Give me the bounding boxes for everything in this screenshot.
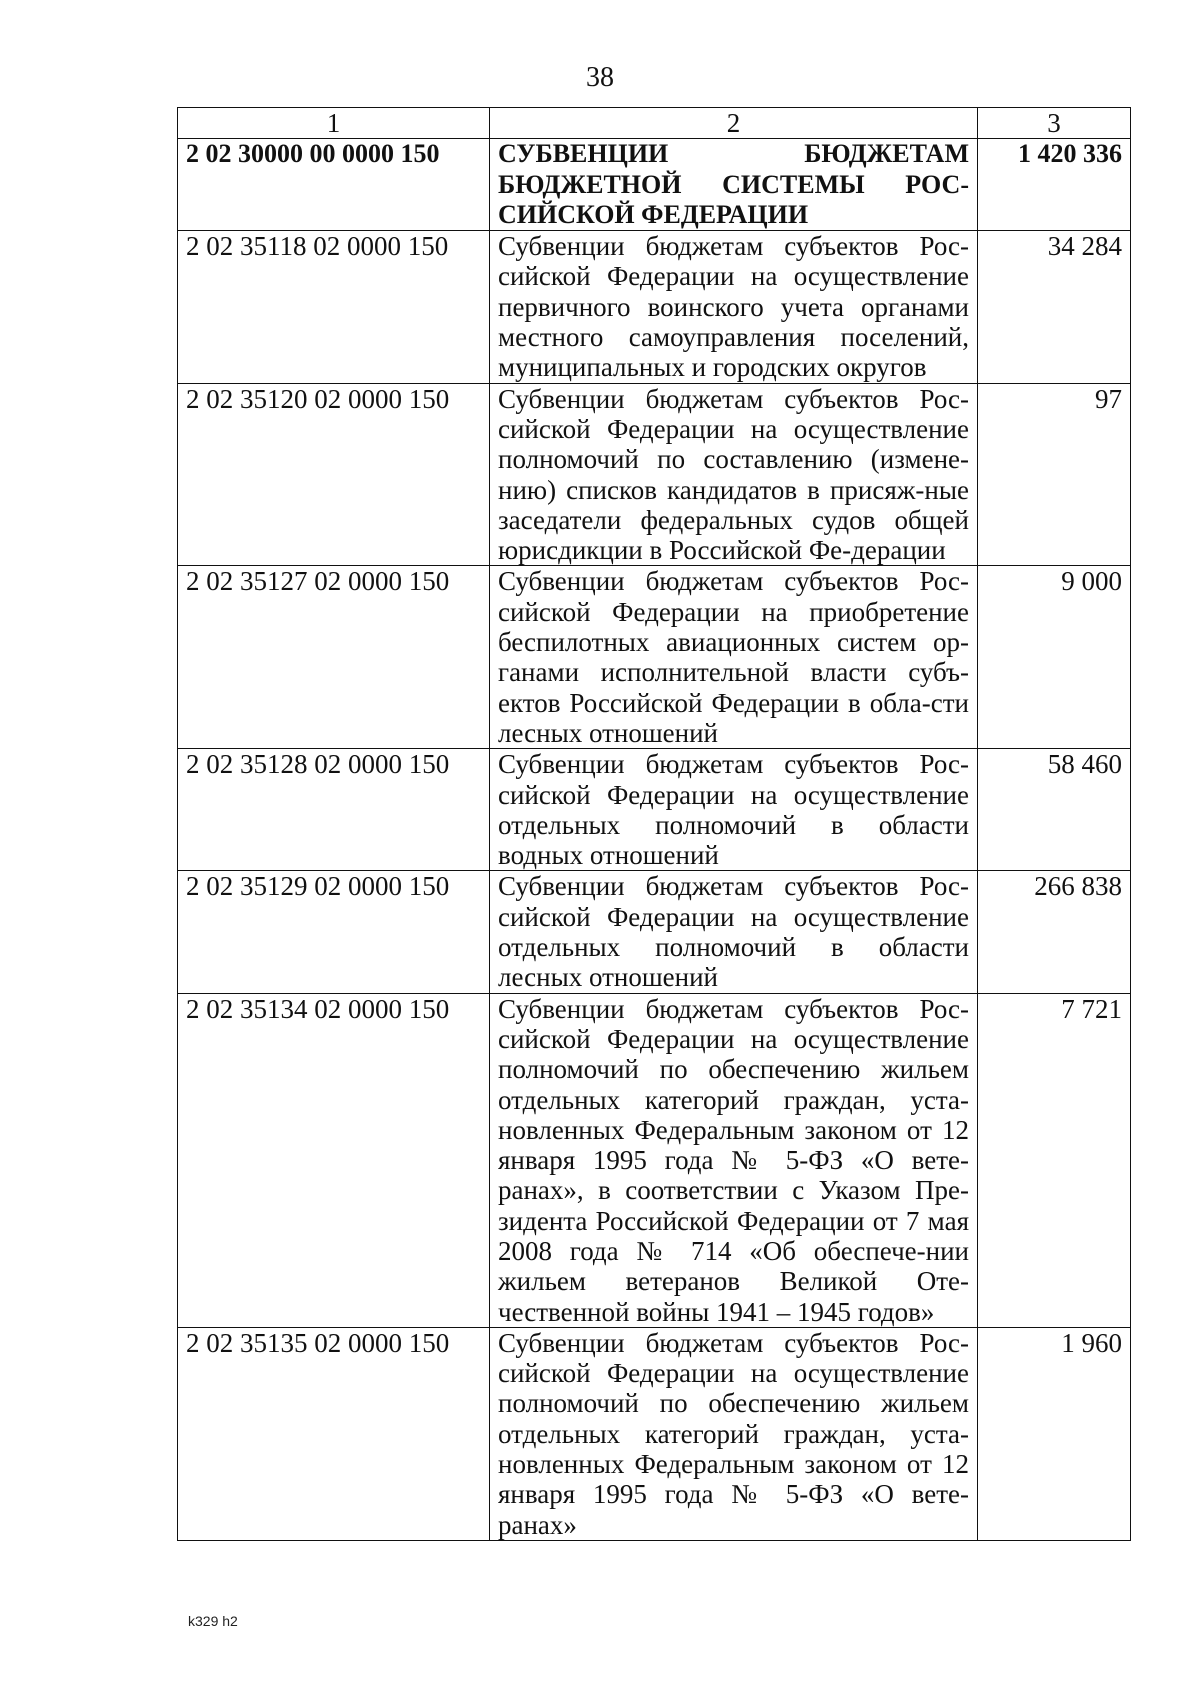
column-header-code: 1 [178, 108, 490, 139]
budget-code-cell: 2 02 35120 02 0000 150 [178, 383, 490, 566]
budget-code-cell: 2 02 35129 02 0000 150 [178, 871, 490, 993]
column-header-amount: 3 [978, 108, 1131, 139]
amount-cell: 97 [978, 383, 1131, 566]
table-row [178, 993, 1131, 1327]
table-row [178, 566, 1131, 749]
page-number: 38 [586, 62, 614, 93]
description-cell: Субвенции бюджетам субъектов Рос-сийской Федерации на осуществление отдельных полномочий в области водных отношений [490, 749, 978, 871]
budget-code-cell: 2 02 35128 02 0000 150 [178, 749, 490, 871]
table-row [178, 139, 1131, 231]
table-body [178, 139, 1131, 1541]
table-row [178, 871, 1131, 993]
description-cell: СУБВЕНЦИИ БЮДЖЕТАМ БЮДЖЕТНОЙ СИСТЕМЫ РОС-СИЙСКОЙ ФЕДЕРАЦИИ [490, 139, 978, 231]
amount-cell: 9 000 [978, 566, 1131, 749]
table-header-row [178, 108, 1131, 139]
description-cell: Субвенции бюджетам субъектов Рос-сийской Федерации на осуществление полномочий по обеспечению жильем отдельных категорий граждан, уста-новленных Федеральным законом от 12 января 1995 года № 5-ФЗ «О вете-ранах» [490, 1327, 978, 1540]
amount-cell: 58 460 [978, 749, 1131, 871]
description-cell: Субвенции бюджетам субъектов Рос-сийской Федерации на приобретение беспилотных авиационных систем ор-ганами исполнительной власти субъ-ектов Российской Федерации в обла-сти лесных отношений [490, 566, 978, 749]
budget-code-cell: 2 02 30000 00 0000 150 [178, 139, 490, 231]
budget-code-cell: 2 02 35134 02 0000 150 [178, 993, 490, 1327]
amount-cell: 34 284 [978, 231, 1131, 383]
budget-code-cell: 2 02 35118 02 0000 150 [178, 231, 490, 383]
column-header-name: 2 [490, 108, 978, 139]
description-cell: Субвенции бюджетам субъектов Рос-сийской Федерации на осуществление отдельных полномочий в области лесных отношений [490, 871, 978, 993]
amount-cell: 266 838 [978, 871, 1131, 993]
table-row [178, 383, 1131, 566]
description-cell: Субвенции бюджетам субъектов Рос-сийской Федерации на осуществление полномочий по составлению (измене-нию) списков кандидатов в присяж-ные заседатели федеральных судов общей юрисдикции в Российской Фе-дерации [490, 383, 978, 566]
footer-code: k329 h2 [188, 1613, 238, 1629]
description-cell: Субвенции бюджетам субъектов Рос-сийской Федерации на осуществление полномочий по обеспечению жильем отдельных категорий граждан, уста-новленных Федеральным законом от 12 января 1995 года № 5-ФЗ «О вете-ранах», в соответствии с Указом Пре-зидента Российской Федерации от 7 мая 2008 года № 714 «Об обеспече-нии жильем ветеранов Великой Оте-чественной войны 1941 – 1945 годов» [490, 993, 978, 1327]
description-cell: Субвенции бюджетам субъектов Рос-сийской Федерации на осуществление первичного воинского учета органами местного самоуправления поселений, муниципальных и городских округов [490, 231, 978, 383]
amount-cell: 1 960 [978, 1327, 1131, 1540]
amount-cell: 1 420 336 [978, 139, 1131, 231]
budget-table [177, 107, 1131, 1541]
table-row [178, 231, 1131, 383]
table-row [178, 1327, 1131, 1540]
table-row [178, 749, 1131, 871]
amount-cell: 7 721 [978, 993, 1131, 1327]
budget-code-cell: 2 02 35135 02 0000 150 [178, 1327, 490, 1540]
budget-code-cell: 2 02 35127 02 0000 150 [178, 566, 490, 749]
